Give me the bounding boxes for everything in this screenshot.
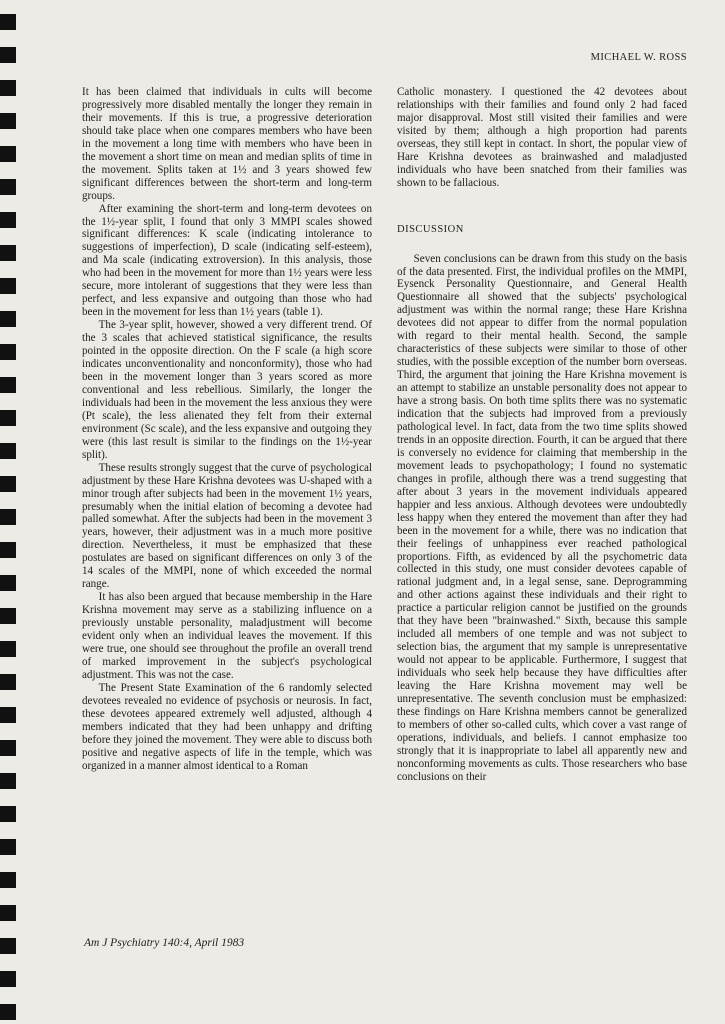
binding-hole bbox=[0, 542, 16, 558]
journal-citation-footer: Am J Psychiatry 140:4, April 1983 bbox=[84, 937, 245, 949]
binding-hole bbox=[0, 443, 16, 459]
right-column bbox=[397, 86, 687, 784]
binding-hole bbox=[0, 476, 16, 492]
binding-hole bbox=[0, 311, 16, 327]
binding-hole bbox=[0, 707, 16, 723]
binding-hole bbox=[0, 14, 16, 30]
paragraph: It has also been argued that because membership in the Hare Krishna movement may serve as a stabilizing influence on a previously unstable personality, maladjustment will become evident only when an individual leaves the movement. If this were true, one should see throughout the profile an overall trend of marked improvement in the subject's psychological adjustment. This was not the case. bbox=[82, 591, 372, 681]
binding-hole bbox=[0, 410, 16, 426]
binding-hole bbox=[0, 608, 16, 624]
binding-hole bbox=[0, 575, 16, 591]
binding-hole bbox=[0, 839, 16, 855]
paragraph: Seven conclusions can be drawn from this study on the basis of the data presented. First, the individual profiles on the MMPI, Eysenck Personality Questionnaire, and General Health Questionnaire all showed that the subjects' psychological adjustment was within the normal range; these Hare Krishna devotees did not appear to differ from the normal population with regard to their mental health. Second, the sample characteristics of these subjects were similar to those of other studies, with the possible exception of the number born overseas. Third, the argument that joining the Hare Krishna movement is an attempt to stabilize an unstable personality does not appear to have a strong basis. On both time splits there was no systematic indication that the subjects had improved from a previously pathological level. In fact, data from the two time splits showed trends in an opposite direction. Fourth, it can be argued that there is conversely no evidence for claiming that membership in the movement leads to psychopathology; I found no systematic changes in profile, although there was a trend suggesting that after about 3 years in the movement individuals appeared happier and less anxious. Although devotees were undoubtedly less happy when they entered the movement than after they had been in the movement for a while, there was no indication that their feelings of unhappiness ever reached pathological proportions. Fifth, as evidenced by all the psychometric data collected in this study, one must consider devotees capable of rational judgment and, in a legal sense, sane. Deprogramming and other actions against these individuals and their right to practice a particular religion cannot be justified on the grounds that they have been "brainwashed." Sixth, because this sample included all members of one temple and was not subject to selection bias, the argument that my sample is unrepresentative would not appear to be applicable. Furthermore, I suggest that individuals who seek help because they have difficulties after leaving the Hare Krishna movement may well be unrepresentative. The seventh conclusion must be emphasized: these findings on Hare Krishna members cannot be generalized to members of other so-called cults, which cover a vast range of operations, individuals, and beliefs. I cannot emphasize too strongly that it is inappropriate to label all apparently new and nonconforming movements as cults. Those researchers who base conclusions on their bbox=[397, 252, 687, 783]
spiral-binding bbox=[0, 0, 20, 1024]
section-heading-discussion: DISCUSSION bbox=[397, 223, 464, 235]
binding-hole bbox=[0, 245, 16, 261]
binding-hole bbox=[0, 80, 16, 96]
binding-hole bbox=[0, 113, 16, 129]
paragraph: It has been claimed that individuals in cults will become progressively more disabled mentally the longer they remain in their movements. If this is true, a progressive deterioration should take place when one compares members who have been in the movement a long time with members who have been in the movement a short time on mean and median splits of time in the movement. Splits taken at 1½ and 3 years showed few significant differences between the short-term and long-term groups. bbox=[82, 86, 372, 202]
binding-hole bbox=[0, 509, 16, 525]
binding-hole bbox=[0, 806, 16, 822]
binding-hole bbox=[0, 938, 16, 954]
left-column bbox=[82, 86, 372, 773]
binding-hole bbox=[0, 674, 16, 690]
binding-hole bbox=[0, 740, 16, 756]
binding-hole bbox=[0, 179, 16, 195]
binding-hole bbox=[0, 278, 16, 294]
binding-hole bbox=[0, 971, 16, 987]
binding-hole bbox=[0, 1004, 16, 1020]
binding-hole bbox=[0, 641, 16, 657]
running-head-author: MICHAEL W. ROSS bbox=[590, 52, 687, 63]
paragraph: The 3-year split, however, showed a very different trend. Of the 3 scales that achieved statistical significance, the results pointed in the opposite direction. On the F scale (a high score indicates unconventionality and nonconformity), those who had been in the movement longer than 3 years scored as more conventional and less rebellious. Similarly, the longer the individuals had been in the movement the less anxious they were (Pt scale), the less alienated they felt from their external environment (Sc scale), and the less expansive and outgoing they were (this last result is similar to the findings on the 1½-year split). bbox=[82, 319, 372, 461]
paragraph: The Present State Examination of the 6 randomly selected devotees revealed no evidence of psychosis or neurosis. In fact, these devotees appeared extremely well adjusted, although 4 members indicated that they had been unhappy and drifting before they joined the movement. They were able to discuss both positive and negative aspects of life in the temple, which was organized in a manner almost identical to a Roman bbox=[82, 681, 372, 772]
binding-hole bbox=[0, 212, 16, 228]
paragraph: These results strongly suggest that the curve of psychological adjustment by these Hare Krishna devotees was U-shaped with a minor trough after subjects had been in the movement 1½ years, presumably when the initial elation of becoming a devotee had palled somewhat. After the subjects had been in the movement 3 years, however, their adjustment was in a much more positive direction. Nevertheless, it must be emphasized that these postulates are based on significant differences on only 3 of the 14 scales of the MMPI, none of which exceeded the normal range. bbox=[82, 461, 372, 591]
binding-hole bbox=[0, 146, 16, 162]
binding-hole bbox=[0, 377, 16, 393]
binding-hole bbox=[0, 47, 16, 63]
paragraph: After examining the short-term and long-term devotees on the 1½-year split, I found that only 3 MMPI scales showed significant differences: K scale (indicating intolerance to suggestions of imperfection), D scale (indicating self-esteem), and Ma scale (indicating extroversion). In this analysis, those who had been in the movement for more than 1½ years were less secure, more intolerant of suggestions that they were less than perfect, and less expansive and outgoing than those who had been in the movement for less than 1½ years (table 1). bbox=[82, 202, 372, 319]
binding-hole bbox=[0, 905, 16, 921]
binding-hole bbox=[0, 344, 16, 360]
binding-hole bbox=[0, 872, 16, 888]
binding-hole bbox=[0, 773, 16, 789]
paragraph-continuation: Catholic monastery. I questioned the 42 devotees about relationships with their families and found only 2 had faced major disapproval. Most still visited their families and were visited by them; although a high proportion had parents overseas, they still kept in contact. In short, the popular view of Hare Krishna devotees as brainwashed and maladjusted individuals who have been snatched from their families was shown to be fallacious. bbox=[397, 86, 687, 189]
